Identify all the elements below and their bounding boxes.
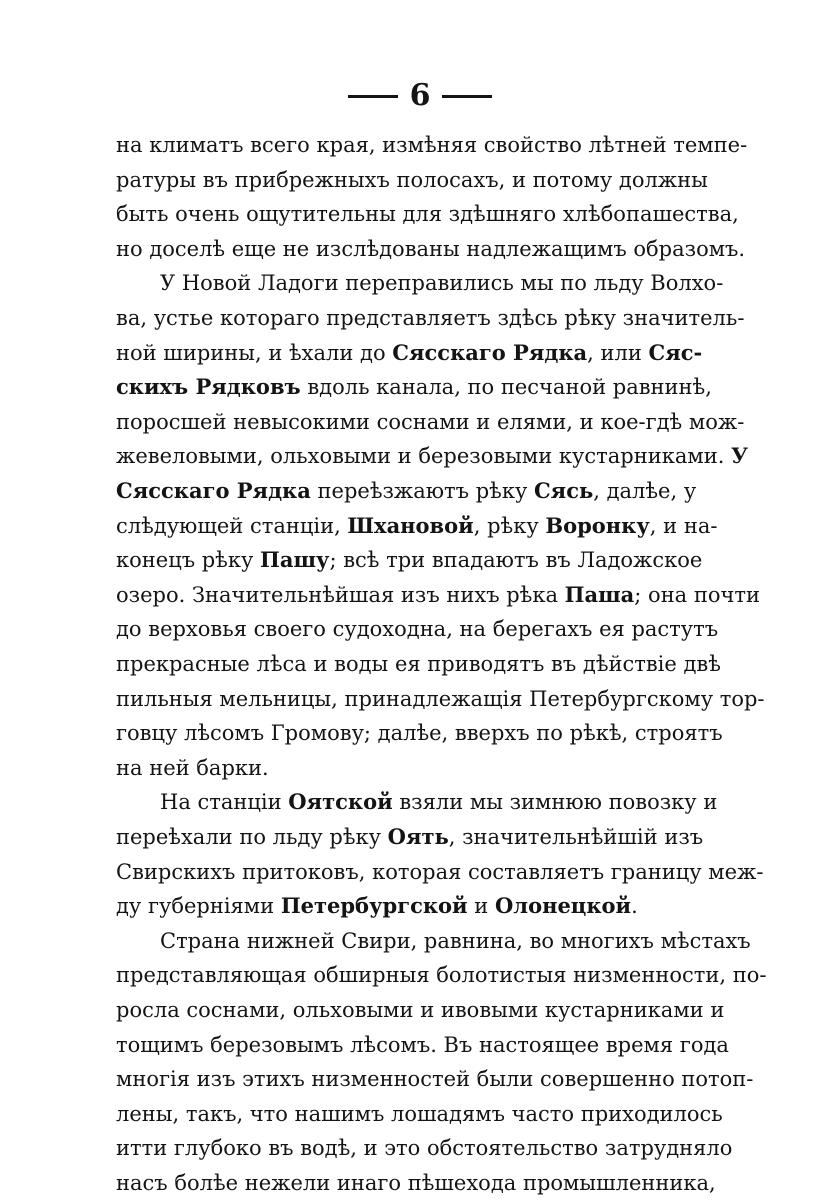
text-line	[116, 127, 748, 163]
text-run: прекрасные лѣса и воды ея приводятъ въ дѣйствіе двѣ	[116, 652, 721, 676]
text-run: ратуры въ прибрежныхъ полосахъ, и потому должны	[116, 167, 708, 192]
bold-name: Олонецкой	[494, 893, 632, 919]
text-run: ду губерніями	[116, 894, 281, 919]
text-run: ной ширины, и ѣхали до	[116, 340, 393, 365]
text-run: лены, такъ, что нашимъ лошадямъ часто приходилось	[116, 1101, 723, 1126]
text-line	[116, 888, 688, 924]
bold-name: Сясь	[533, 478, 594, 503]
text-run: до верховья своего судоходна, на берегахъ ея растутъ	[116, 617, 719, 642]
text-run: тощимъ березовымъ лѣсомъ. Въ настоящее время года	[116, 1032, 729, 1057]
text-run: На станціи	[160, 790, 289, 815]
text-line	[116, 957, 767, 993]
text-run: росла соснами, ольховыми и ивовыми кустарниками и	[116, 998, 725, 1022]
text-run: У Новой Ладоги переправились мы по льду Волхо-	[160, 271, 724, 296]
text-run: переѣзжаютъ рѣку	[310, 479, 534, 503]
bold-name: У	[731, 443, 749, 469]
text-run: поросшей невысокими соснами и елями, и кое-гдѣ мож-	[116, 409, 745, 434]
text-run: слѣдующей станціи,	[116, 513, 348, 538]
text-line	[116, 750, 688, 786]
text-run: пильныя мельницы, принадлежащія Петербургскому тор-	[116, 686, 765, 711]
text-line	[116, 646, 721, 682]
text-line	[116, 992, 725, 1028]
text-run: ; всѣ три впадаютъ въ Ладожское	[329, 548, 703, 573]
text-line	[116, 231, 746, 267]
text-line	[116, 854, 764, 890]
text-line	[116, 473, 697, 509]
text-line	[116, 300, 745, 336]
left-dash	[348, 95, 398, 98]
text-run: вдоль канала, по песчаной равнинѣ,	[300, 375, 712, 400]
text-line	[116, 335, 703, 371]
bold-name: Воронку	[545, 512, 650, 538]
text-line	[116, 819, 704, 855]
text-line	[116, 577, 761, 613]
text-run: быть очень ощутительны для здѣшняго хлѣбопашества,	[116, 202, 739, 227]
text-run: ва, устье котораго представляетъ здѣсь рѣку значитель-	[116, 306, 745, 330]
text-run: ; она почти	[634, 582, 761, 607]
text-run: , значительнѣйшій изъ	[448, 825, 704, 849]
bold-name: Оятской	[288, 789, 393, 815]
bold-name: Паша	[564, 581, 635, 607]
text-run: но доселѣ еще не изслѣдованы надлежащимъ образомъ.	[116, 236, 746, 261]
page-number: 6	[409, 78, 431, 113]
text-line	[116, 611, 719, 647]
text-run: жевеловыми, ольховыми и березовыми кустарниками.	[116, 444, 732, 469]
text-run: и	[467, 894, 495, 919]
text-run: говцу лѣсомъ Громову; далѣе, вверхъ по рѣкѣ, строятъ	[116, 721, 723, 746]
bold-name: Оять	[387, 824, 449, 849]
text-line	[116, 162, 708, 198]
text-line	[116, 404, 745, 440]
text-run: конецъ рѣку	[116, 548, 260, 573]
bold-name: Пашу	[260, 547, 330, 573]
text-line	[116, 681, 765, 717]
text-line	[116, 438, 749, 474]
text-line	[116, 1130, 733, 1166]
text-line	[116, 1096, 723, 1132]
text-run: многія изъ этихъ низменностей были совершенно потоп-	[116, 1067, 754, 1092]
text-run: на климатъ всего края, измѣняя свойство лѣтней темпе-	[116, 133, 748, 157]
text-run: насъ болѣе нежели инаго пѣшехода промышленника,	[116, 1171, 716, 1195]
text-run: , рѣку	[473, 513, 546, 538]
text-line	[160, 265, 724, 301]
page-header	[0, 76, 840, 116]
text-run: взяли мы зимнюю повозку и	[392, 790, 718, 815]
text-line	[116, 196, 739, 232]
text-line	[116, 1027, 729, 1063]
text-run: на ней барки.	[116, 755, 269, 780]
bold-name: Сясскаго Рядка	[392, 339, 588, 365]
bold-name: Сясскаго Рядка	[116, 478, 311, 503]
text-run: , далѣе, у	[593, 479, 697, 503]
text-run: .	[631, 894, 638, 919]
text-run: озеро. Значительнѣйшая изъ нихъ рѣка	[116, 582, 565, 607]
text-run: Свирскихъ притоковъ, которая составляетъ границу меж-	[116, 859, 764, 884]
text-line	[160, 923, 751, 959]
text-run: Страна нижней Свири, равнина, во многихъ мѣстахъ	[160, 928, 751, 953]
text-run: , и на-	[649, 513, 718, 538]
text-line	[160, 784, 718, 820]
text-run: , или	[587, 340, 649, 365]
right-dash	[442, 95, 492, 98]
bold-name: скихъ Рядковъ	[116, 374, 301, 400]
text-line	[116, 715, 723, 751]
text-run: итти глубоко въ водѣ, и это обстоятельство затрудняло	[116, 1136, 733, 1161]
text-line	[116, 1061, 754, 1097]
text-line	[116, 508, 718, 544]
text-run: переѣхали по льду рѣку	[116, 825, 388, 849]
bold-name: Шхановой	[347, 512, 474, 538]
bold-name: Сяс-	[648, 339, 703, 365]
text-run: представляющая обширныя болотистыя низменности, по-	[116, 963, 767, 988]
bold-name: Петербургской	[280, 893, 468, 919]
text-line	[116, 369, 712, 405]
text-line	[116, 542, 703, 578]
text-line	[116, 1165, 716, 1201]
